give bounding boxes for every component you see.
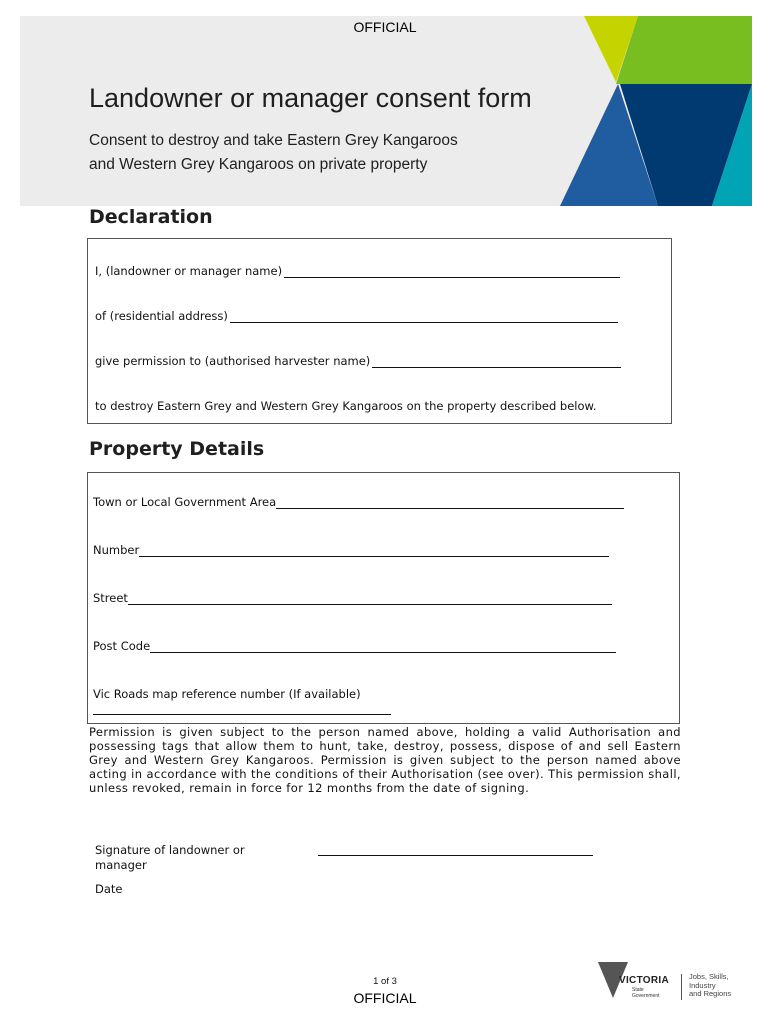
street-field[interactable] (93, 591, 612, 605)
residential-address-line[interactable] (230, 310, 618, 323)
harvester-name-label: give permission to (authorised harvester name) (95, 354, 371, 368)
town-line[interactable] (276, 496, 624, 509)
street-label: Street (93, 591, 128, 605)
signature-label: Signature of landowner or manager (95, 843, 245, 872)
dept-line-3: and Regions (689, 989, 732, 998)
official-label-bottom: OFFICIAL (353, 990, 417, 1006)
landowner-name-label: I, (landowner or manager name) (95, 264, 283, 278)
page-subtitle (89, 129, 559, 177)
vicroads-line[interactable] (93, 702, 391, 715)
subtitle-line-2: and Western Grey Kangaroos on private property (89, 156, 428, 173)
victoria-logo-sub (632, 987, 660, 999)
postcode-field[interactable] (93, 639, 616, 653)
town-label: Town or Local Government Area (93, 495, 277, 509)
page-title: Landowner or manager consent form (89, 83, 532, 113)
permission-paragraph: Permission is given subject to the person named above, holding a valid Authorisation and possessing tags that allow them to hunt, take, destroy, possess, dispose of and sell Eastern Grey and Western Grey Kangaroos. Permission is given subject to the person named above acting in accordance with the conditions of their Authorisation (see over). This permission shall, unless revoked, remain in force for 12 months from the date of signing. (89, 725, 681, 795)
page-number: 1 of 3 (373, 976, 397, 987)
postcode-line[interactable] (150, 640, 616, 653)
dept-line-2: Industry (689, 980, 716, 990)
town-field[interactable] (93, 495, 624, 509)
property-details-heading: Property Details (89, 438, 265, 460)
dept-line-1: Jobs, Skills, (689, 972, 729, 981)
number-label: Number (93, 543, 140, 557)
harvester-name-line[interactable] (372, 355, 621, 368)
subtitle-line-1: Consent to destroy and take Eastern Grey Kangaroos (89, 132, 458, 149)
signature-line[interactable] (318, 843, 593, 856)
vicroads-field (93, 687, 361, 701)
landowner-name-field[interactable] (95, 264, 620, 278)
date-label: Date (95, 882, 123, 896)
declaration-statement: to destroy Eastern Grey and Western Grey Kangaroos on the property described below. (95, 399, 597, 413)
vicroads-label: Vic Roads map reference number (If available) (93, 687, 361, 701)
logo-sub-line-1: State (632, 987, 644, 993)
street-line[interactable] (128, 592, 612, 605)
harvester-name-field[interactable] (95, 354, 621, 368)
residential-address-label: of (residential address) (95, 309, 228, 323)
logo-sub-line-2: Government (632, 993, 660, 999)
department-name (689, 973, 731, 999)
landowner-name-line[interactable] (284, 265, 620, 278)
number-line[interactable] (139, 544, 609, 557)
residential-address-field[interactable] (95, 309, 618, 323)
number-field[interactable] (93, 543, 609, 557)
postcode-label: Post Code (93, 639, 151, 653)
victoria-logo-word: VICTORIA (619, 975, 669, 986)
declaration-heading: Declaration (89, 206, 213, 228)
logo-divider (681, 974, 682, 1000)
official-label-top: OFFICIAL (353, 19, 417, 35)
